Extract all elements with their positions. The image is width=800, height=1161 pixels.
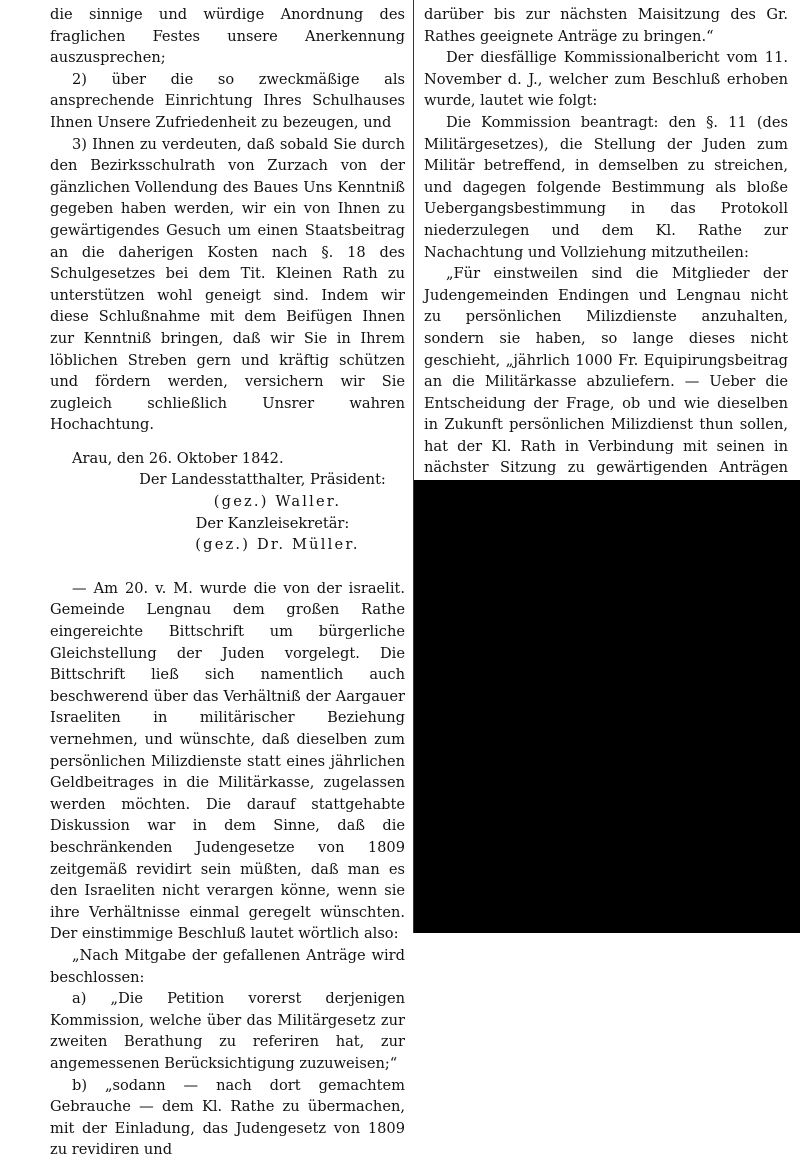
black-mask-region [414,480,800,933]
paragraph-item-2: 2) über die so zweckmäßige als ansprechende Einrichtung Ihres Schulhauses Ihnen Unsere Zufriedenheit zu bezeugen, und [50,70,405,131]
paragraph-item-3: 3) Ihnen zu verdeuten, daß sobald Sie durch den Bezirksschulrath von Zurzach von der gänzlichen Vollendung des Baues Uns Kenntniß gegeben haben werden, wir ein von Ihnen zu gewärtigendes Gesuch um einen Staatsbeitrag an die daherigen Kosten nach §. 18 des Schulgesetzes bei dem Tit. Kleinen Rath zu unterstützen wohl geneigt sind. Indem wir diese Schlußnahme mit dem Beifügen Ihnen zur Kenntniß bringen, daß wir Sie in Ihrem löblichen Streben gern und kräftig schützen und fördern werden, versichern wir Sie zugleich schließlich Unsrer wahren Hochachtung. [50,135,405,434]
signature-title-president: Der Landesstatthalter, Präsident: [139,471,386,489]
letter-date: Arau, den 26. Oktober 1842. [72,449,284,467]
paragraph: darüber bis zur nächsten Maisitzung des Gr. Rathes geeignete Anträge zu bringen.“ [424,6,788,45]
signature-name-mueller: (gez.) Dr. Müller. [195,536,360,554]
commission-proposal: Die Kommission beantragt: den §. 11 (des Militärgesetzes), die Stellung der Juden zum Militär betreffend, in demselben zu streichen, und dagegen folgende Bestimmung als bloße Uebergangsbestimmung in das Protokoll niederzulegen und dem Kl. Rathe zur Nachachtung und Vollziehung mitzutheilen: [424,113,788,261]
transitional-provision: „Für einstweilen sind die Mitglieder der Judengemeinden Endingen und Lengnau nicht zu persönlichen Milizdienste anzuhalten, sondern sie haben, so lange dieses nicht geschieht, „jährlich 1000 Fr. Equipirungsbeitrag an die Militärkasse abzuliefern. — Ueber die Entscheidung der Frage, ob und wie dieselben in Zukunft persönlichen Milizdienst thun sollen, hat der Kl. Rath in Verbindung mit seinen in nächster Sitzung zu gewärtigenden Anträgen [424,265,788,477]
report-intro: Der diesfällige Kommissionalbericht vom 11. November d. J., welcher zum Beschluß erhoben wurde, lautet wie folgt: [424,49,788,110]
resolution-item-b: b) „sodann — nach dort gemachtem Gebrauche — dem Kl. Rathe zu übermachen, mit der Einladung, das Judengesetz von 1809 zu revidiren und [50,1076,405,1159]
paragraph: die sinnige und würdige Anordnung des fraglichen Festes unsere Anerkennung auszusprechen; [50,6,405,67]
resolution-intro: „Nach Mitgabe der gefallenen Anträge wird beschlossen: [50,946,405,986]
resolution-item-a: a) „Die Petition vorerst derjenigen Kommission, welche über das Militärgesetz zur zweiten Berathung zu referiren hat, zur angemessenen Berücksichtigung zuzuweisen;“ [50,990,405,1072]
news-paragraph: — Am 20. v. M. wurde die von der israelit. Gemeinde Lengnau dem großen Rathe eingereichte Bittschrift um bürgerliche Gleichstellung der Juden vorgelegt. Die Bittschrift ließ sich namentlich auch beschwerend über das Verhältniß der Aargauer Israeliten in militärischer Beziehung vernehmen, und wünschte, daß dieselben zum persönlichen Milizdienste statt eines jährlichen Geldbeitrages in die Militärkasse, zugelassen werden möchten. Die darauf stattgehabte Diskussion war in dem Sinne, daß die beschränkenden Judengesetze von 1809 zeitgemäß revidirt sein müßten, daß man es den Israeliten nicht verargen könne, wenn sie ihre Verhältnisse einmal geregelt wünschten. Der einstimmige Beschluß lautet wörtlich also: [50,579,405,943]
left-column [50,4,405,1161]
signature-title-secretary: Der Kanzleisekretär: [195,514,350,532]
signature-name-waller: (gez.) Waller. [213,493,342,511]
